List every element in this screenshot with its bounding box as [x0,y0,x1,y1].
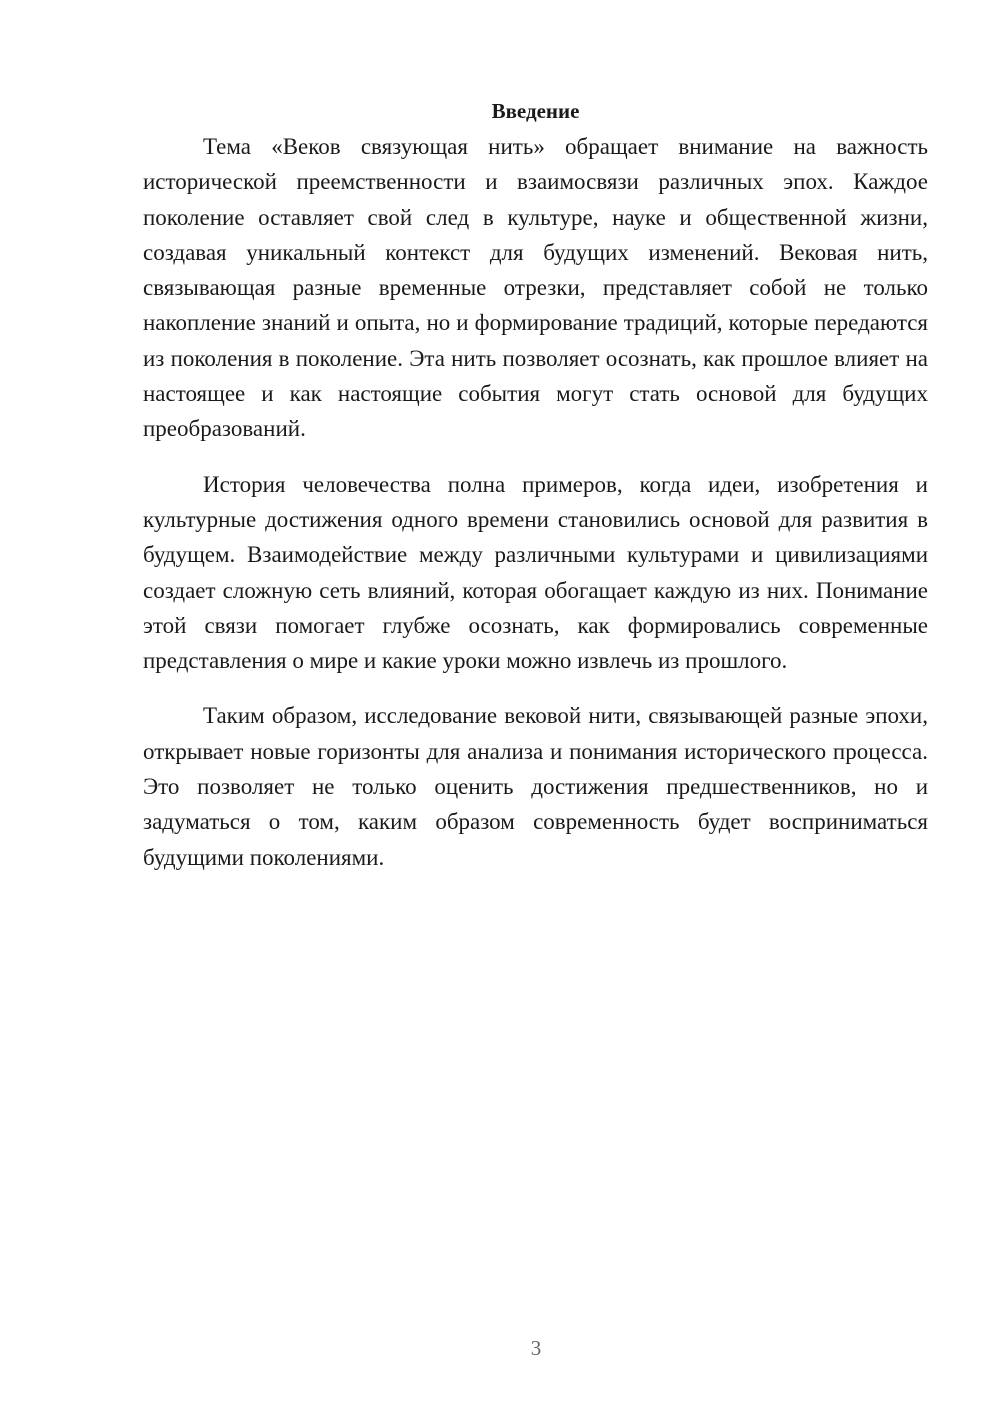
section-heading: Введение [491,99,580,123]
paragraph-3: Таким образом, исследование вековой нити, связывающей разные эпохи, открывает новые горизонты для анализа и понимания исторического процесса. Это позволяет не только оценить достижения предшественников, но и задуматься о том, каким образом современность будет восприниматься будущими поколениями. [143,703,928,870]
page-number: 3 [530,1336,542,1360]
paragraph-2: История человечества полна примеров, когда идеи, изобретения и культурные достижения одного времени становились основой для развития в будущем. Взаимодействие между различными культурами и цивилизациями создает сложную сеть влияний, которая обогащает каждую из них. Понимание этой связи помогает глубже осознать, как формировались современные представления о мире и какие уроки можно извлечь из прошлого. [143,471,928,674]
page-content [143,96,928,875]
paragraph-1: Тема «Веков связующая нить» обращает внимание на важность исторической преемственности и взаимосвязи различных эпох. Каждое поколение оставляет свой след в культуре, науке и общественной жизни, создавая уникальный контекст для будущих изменений. Вековая нить, связывающая разные временные отрезки, представляет собой не только накопление знаний и опыта, но и формирование традиций, которые передаются из поколения в поколение. Эта нить позволяет осознать, как прошлое влияет на настоящее и как настоящие события могут стать основой для будущих преобразований. [143,134,928,442]
